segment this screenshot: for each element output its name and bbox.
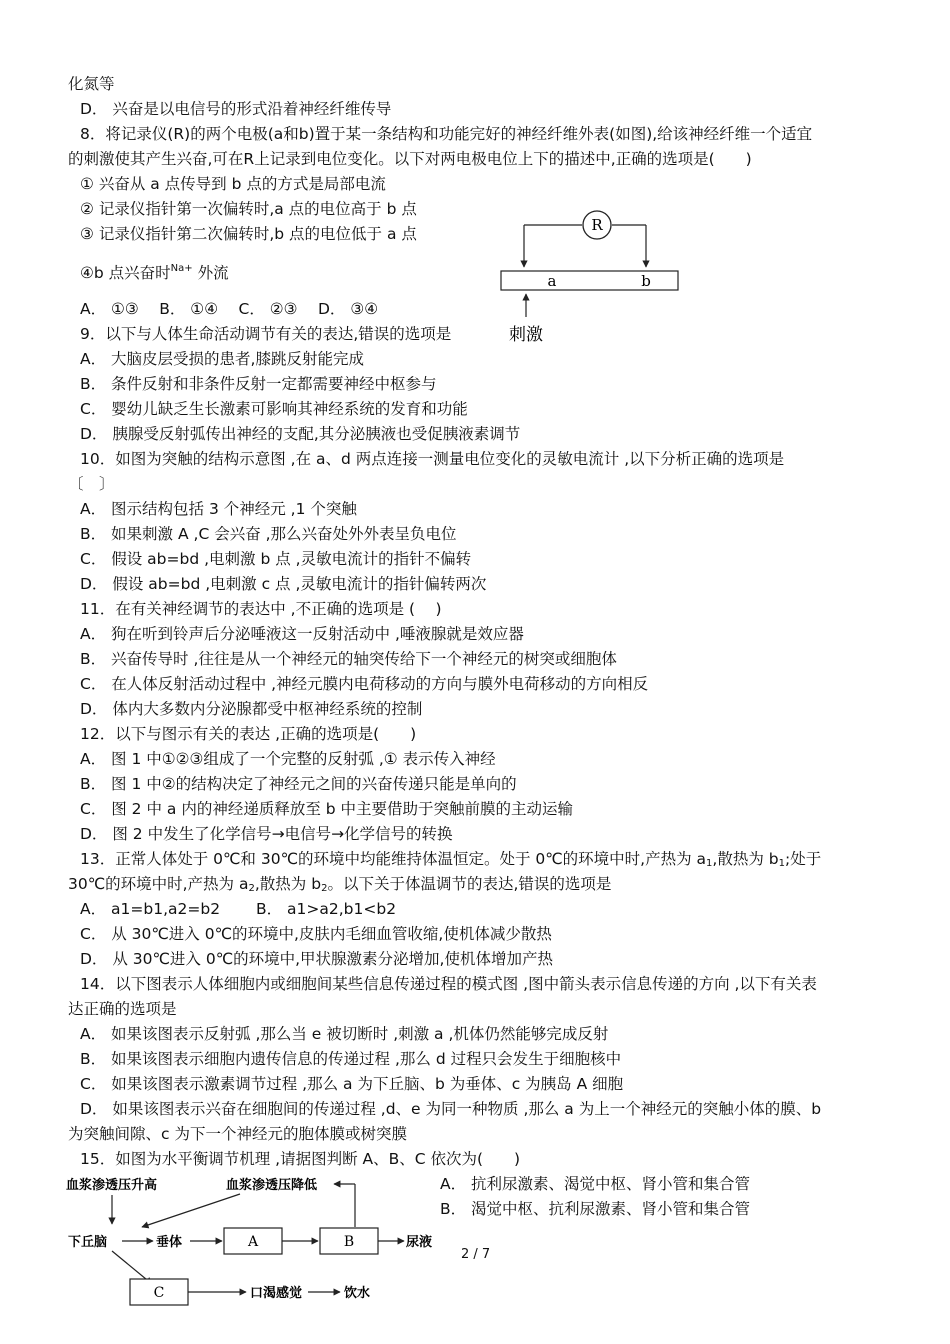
q13-text: ;处于 — [784, 850, 822, 868]
nerve-fiber — [501, 271, 678, 290]
sodium-ion: Na — [170, 263, 185, 274]
q13-text: ,散热为 b — [254, 875, 322, 893]
q12-stem: 12．以下与图示有关的表达 ,正确的选项是( ) — [80, 725, 417, 743]
q12-option-c: C． 图 2 中 a 内的神经递质释放至 b 中主要借助于突触前膜的主动运输 — [80, 800, 574, 818]
q13-stem-1 — [80, 849, 821, 874]
box-b-label: B — [343, 1234, 355, 1250]
q13-option-c: C． 从 30℃进入 0℃的环境中,皮肤内毛细血管收缩,使机体减少散热 — [80, 925, 552, 943]
q13-option-ab: A． a1=b1,a2=b2 B． a1>a2,b1<b2 — [80, 900, 397, 918]
q9-option-d: D． 胰腺受反射弧传出神经的支配,其分泌胰液也受促胰液素调节 — [80, 425, 521, 443]
q10-stem-1: 10．如图为突触的结构示意图 ,在 a、d 两点连接一测量电位变化的灵敏电流计 ,以下分析正确的选项是 — [80, 450, 785, 468]
q11-stem: 11．在有关神经调节的表达中 ,不正确的选项是 ( ) — [80, 600, 442, 618]
q13-text: ,散热为 b — [712, 850, 779, 868]
hypothalamus-label: 下丘脑 — [68, 1235, 108, 1250]
q14-option-c: C． 如果该图表示激素调节过程 ,那么 a 为下丘脑、b 为垂体、c 为胰岛 A 细胞 — [80, 1075, 624, 1093]
subscript: 1 — [706, 858, 713, 869]
stimulus-label: 刺激 — [509, 325, 543, 345]
q8-item-1: ① 兴奋从 a 点传导到 b 点的方式是局部电流 — [80, 175, 386, 193]
q12-option-a: A． 图 1 中①②③组成了一个完整的反射弧 ,① 表示传入神经 — [80, 750, 496, 768]
text-line: 化氮等 — [68, 75, 115, 93]
pituitary-label: 垂体 — [156, 1235, 183, 1250]
q12-option-d: D． 图 2 中发生了化学信号→电信号→化学信号的转换 — [80, 825, 453, 843]
q9-stem: 9．以下与人体生命活动调节有关的表达,错误的选项是 — [80, 325, 452, 343]
q8-item-3: ③ 记录仪指针第二次偏转时,b 点的电位低于 a 点 — [80, 225, 417, 243]
electrode-b-label: b — [641, 272, 651, 290]
q8-stem-2: 的刺激使其产生兴奋,可在R上记录到电位变化。以下对两电极电位上下的描述中,正确的选项是( ) — [68, 150, 752, 168]
q9-option-b: B． 条件反射和非条件反射一定都需要神经中枢参与 — [80, 375, 437, 393]
q8-stem-1: 8．将记录仪(R)的两个电极(a和b)置于某一条结构和功能完好的神经纤维外表(如图),给该神经纤维一个适宜 — [80, 125, 813, 143]
q9-option-c: C． 婴幼儿缺乏生长激素可影响其神经系统的发育和功能 — [80, 400, 468, 418]
q13-stem-2 — [68, 874, 611, 899]
box-c-label: C — [153, 1285, 165, 1301]
q14-stem-1: 14．以下图表示人体细胞内或细胞间某些信息传递过程的模式图 ,图中箭头表示信息传递的方向 ,以下有关表 — [80, 975, 817, 993]
electrode-a-label: a — [547, 272, 557, 290]
q11-option-b: B． 兴奋传导时 ,往往是从一个神经元的轴突传给下一个神经元的树突或细胞体 — [80, 650, 617, 668]
q12-option-b: B． 图 1 中②的结构决定了神经元之间的兴奋传递只能是单向的 — [80, 775, 517, 793]
q11-option-d: D． 体内大多数内分泌腺都受中枢神经系统的控制 — [80, 700, 423, 718]
subscript: 2 — [321, 883, 328, 894]
q13-option-d: D． 从 30℃进入 0℃的环境中,甲状腺激素分泌增加,使机体增加产热 — [80, 950, 553, 968]
q14-option-d-1: D． 如果该图表示兴奋在细胞间的传递过程 ,d、e 为同一种物质 ,那么 a 为上一个神经元的突触小体的膜、b — [80, 1100, 822, 1118]
q11-option-c: C． 在人体反射活动过程中 ,神经元膜内电荷移动的方向与膜外电荷移动的方向相反 — [80, 675, 649, 693]
q8-item-4-prefix: ④b 点兴奋时 — [80, 264, 171, 282]
q10-option-d: D． 假设 ab=bd ,电刺激 c 点 ,灵敏电流计的指针偏转两次 — [80, 575, 487, 593]
q8-item-2: ② 记录仪指针第一次偏转时,a 点的电位高于 b 点 — [80, 200, 417, 218]
ion-charge: + — [184, 263, 193, 274]
plasma-osmotic-low: 血浆渗透压降低 — [226, 1178, 318, 1193]
q14-stem-2: 达正确的选项是 — [68, 1000, 177, 1018]
q15-stem: 15．如图为水平衡调节机理 ,请据图判断 A、B、C 依次为( ) — [80, 1150, 521, 1168]
q8-options: A． ①③ B． ①④ C． ②③ D． ③④ — [80, 300, 379, 318]
page-number: 2 / 7 — [461, 1247, 491, 1262]
q13-text: 30℃的环境中时,产热为 a — [68, 875, 249, 893]
water-balance-figure — [60, 1172, 440, 1310]
q14-option-b: B． 如果该图表示细胞内遗传信息的传递过程 ,那么 d 过程只会发生于细胞核中 — [80, 1050, 622, 1068]
q10-option-a: A． 图示结构包括 3 个神经元 ,1 个突触 — [80, 500, 357, 518]
q14-option-a: A． 如果该图表示反射弧 ,那么当 e 被切断时 ,刺激 a ,机体仍然能够完成反射 — [80, 1025, 609, 1043]
q13-text: 13．正常人体处于 0℃和 30℃的环境中均能维持体温恒定。处于 0℃的环境中时,产热为 a — [80, 850, 707, 868]
q15-option-a: A． 抗利尿激素、渴觉中枢、肾小管和集合管 — [440, 1175, 751, 1193]
subscript: 2 — [248, 883, 255, 894]
q10-option-b: B． 如果刺激 A ,C 会兴奋 ,那么兴奋处外外表呈负电位 — [80, 525, 457, 543]
q15-option-b: B． 渴觉中枢、抗利尿激素、肾小管和集合管 — [440, 1200, 751, 1218]
q9-option-a: A． 大脑皮层受损的患者,膝跳反射能完成 — [80, 350, 364, 368]
q7-option-d: D． 兴奋是以电信号的形式沿着神经纤维传导 — [80, 100, 392, 118]
q13-text: 。以下关于体温调节的表达,错误的选项是 — [327, 875, 612, 893]
q8-item-4-suffix: 外流 — [192, 264, 229, 282]
q8-item-4 — [80, 259, 229, 283]
recorder-nerve-figure — [496, 205, 686, 350]
drink-label: 饮水 — [344, 1286, 371, 1301]
box-a-label: A — [247, 1234, 259, 1250]
subscript: 1 — [778, 858, 785, 869]
q10-option-c: C． 假设 ab=bd ,电刺激 b 点 ,灵敏电流计的指针不偏转 — [80, 550, 472, 568]
thirst-label: 口渴感觉 — [250, 1286, 303, 1301]
q14-option-d-2: 为突触间隙、c 为下一个神经元的胞体膜或树突膜 — [68, 1125, 407, 1143]
q10-stem-2: 〔 〕 — [68, 475, 115, 493]
q11-option-a: A． 狗在听到铃声后分泌唾液这一反射活动中 ,唾液腺就是效应器 — [80, 625, 524, 643]
plasma-osmotic-high: 血浆渗透压升高 — [66, 1178, 158, 1193]
urine-label: 尿液 — [406, 1235, 433, 1250]
meter-label: R — [591, 216, 603, 234]
